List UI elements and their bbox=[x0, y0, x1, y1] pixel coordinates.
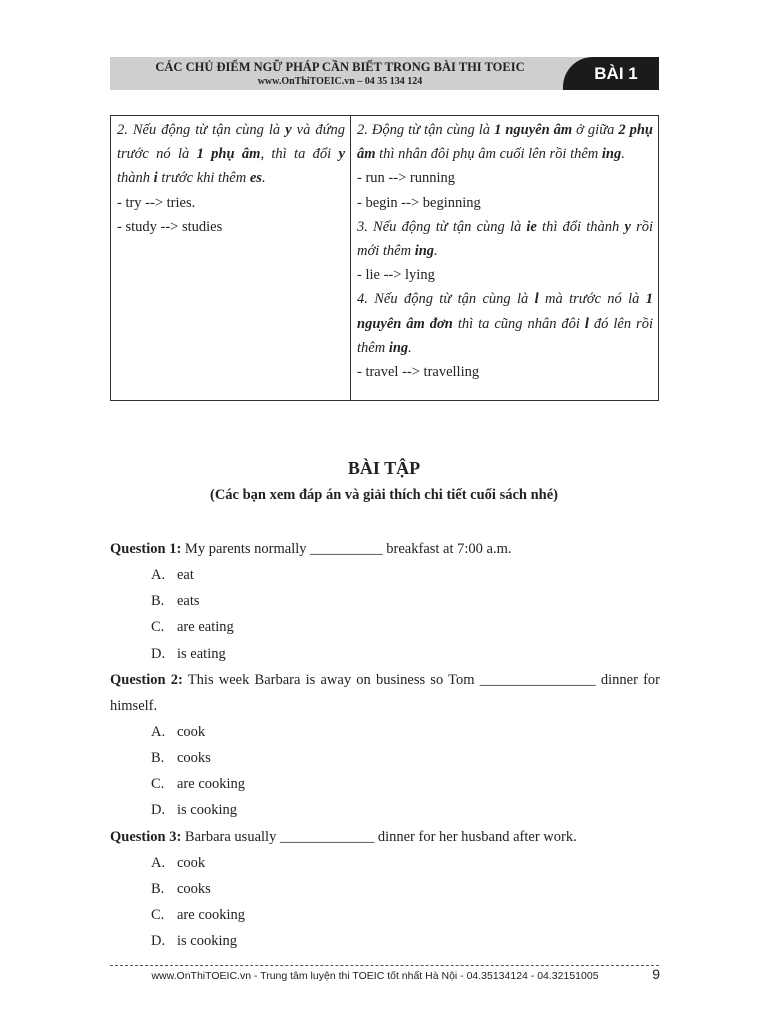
answer-option-c[interactable]: C. are cooking bbox=[151, 776, 246, 793]
rule-column-left bbox=[117, 118, 345, 239]
question-text: Question 2: This week Barbara is away on business so Tom ________________ dinner for himself. bbox=[110, 671, 661, 714]
question-1 bbox=[110, 536, 660, 667]
footer-divider bbox=[110, 965, 659, 966]
header-website: www.OnThiTOEIC.vn – 04 35 134 124 bbox=[257, 76, 423, 87]
question-label: Question 2: bbox=[110, 671, 183, 688]
rule-4-l: 4. Nếu động từ tận cùng là l mà trước nó là 1 nguyên âm đơn thì ta cũng nhân đôi l đó lên rồi thêm ing. bbox=[357, 291, 653, 356]
answer-option-a[interactable]: A. cook bbox=[151, 723, 206, 740]
example-study: - study --> studies bbox=[117, 218, 223, 235]
answer-option-b[interactable]: B. cooks bbox=[151, 880, 211, 897]
example-run: - run --> running bbox=[357, 170, 455, 187]
page-number: 9 bbox=[652, 966, 660, 982]
answer-option-a[interactable]: A. cook bbox=[151, 854, 206, 871]
lesson-badge: BÀI 1 bbox=[563, 57, 659, 90]
question-3 bbox=[110, 824, 660, 955]
answer-option-b[interactable]: B. cooks bbox=[151, 749, 211, 766]
header-title: CÁC CHỦ ĐIỂM NGỮ PHÁP CẦN BIẾT TRONG BÀI THI TOEIC bbox=[155, 60, 525, 74]
answer-option-c[interactable]: C. are cooking bbox=[151, 906, 246, 923]
question-2 bbox=[110, 667, 660, 824]
example-lie: - lie --> lying bbox=[357, 267, 435, 284]
column-divider bbox=[350, 116, 351, 400]
example-try: - try --> tries. bbox=[117, 194, 196, 211]
page-header bbox=[110, 57, 659, 90]
example-travel: - travel --> travelling bbox=[357, 364, 480, 381]
answer-option-d[interactable]: D. is cooking bbox=[151, 802, 238, 819]
spelling-rules-table bbox=[110, 115, 659, 401]
answer-option-d[interactable]: D. is cooking bbox=[151, 933, 238, 950]
rule-3-ie: 3. Nếu động từ tận cùng là ie thì đổi thành y rồi mới thêm ing. bbox=[357, 218, 653, 260]
question-label: Question 1: bbox=[110, 541, 182, 557]
exercise-subtitle: (Các bạn xem đáp án và giải thích chi tiết cuối sách nhé) bbox=[209, 487, 558, 503]
rule-2-es: 2. Nếu động từ tận cùng là y và đứng trước nó là 1 phụ âm, thì ta đổi y thành i trước khi thêm es. bbox=[117, 122, 345, 187]
question-text: Question 1: My parents normally __________ breakfast at 7:00 a.m. bbox=[110, 541, 512, 557]
rule-column-right bbox=[357, 118, 653, 384]
exercise-title: BÀI TẬP bbox=[347, 458, 421, 478]
answer-option-a[interactable]: A. eat bbox=[151, 567, 194, 583]
example-begin: - begin --> beginning bbox=[357, 194, 481, 211]
answer-option-b[interactable]: B. eats bbox=[151, 593, 200, 610]
question-label: Question 3: bbox=[110, 828, 182, 845]
answer-option-c[interactable]: C. are eating bbox=[151, 619, 234, 636]
rule-2-ing: 2. Động từ tận cùng là 1 nguyên âm ở giữa 2 phụ âm thì nhân đôi phụ âm cuối lên rồi thêm ing. bbox=[357, 122, 653, 163]
answer-option-d[interactable]: D. is eating bbox=[151, 645, 226, 662]
question-list bbox=[110, 536, 660, 954]
footer-text: www.OnThiTOEIC.vn - Trung tâm luyện thi TOEIC tốt nhất Hà Nội - 04.35134124 - 04.32151005 bbox=[151, 970, 599, 982]
question-text: Question 3: Barbara usually _____________ dinner for her husband after work. bbox=[110, 828, 577, 845]
